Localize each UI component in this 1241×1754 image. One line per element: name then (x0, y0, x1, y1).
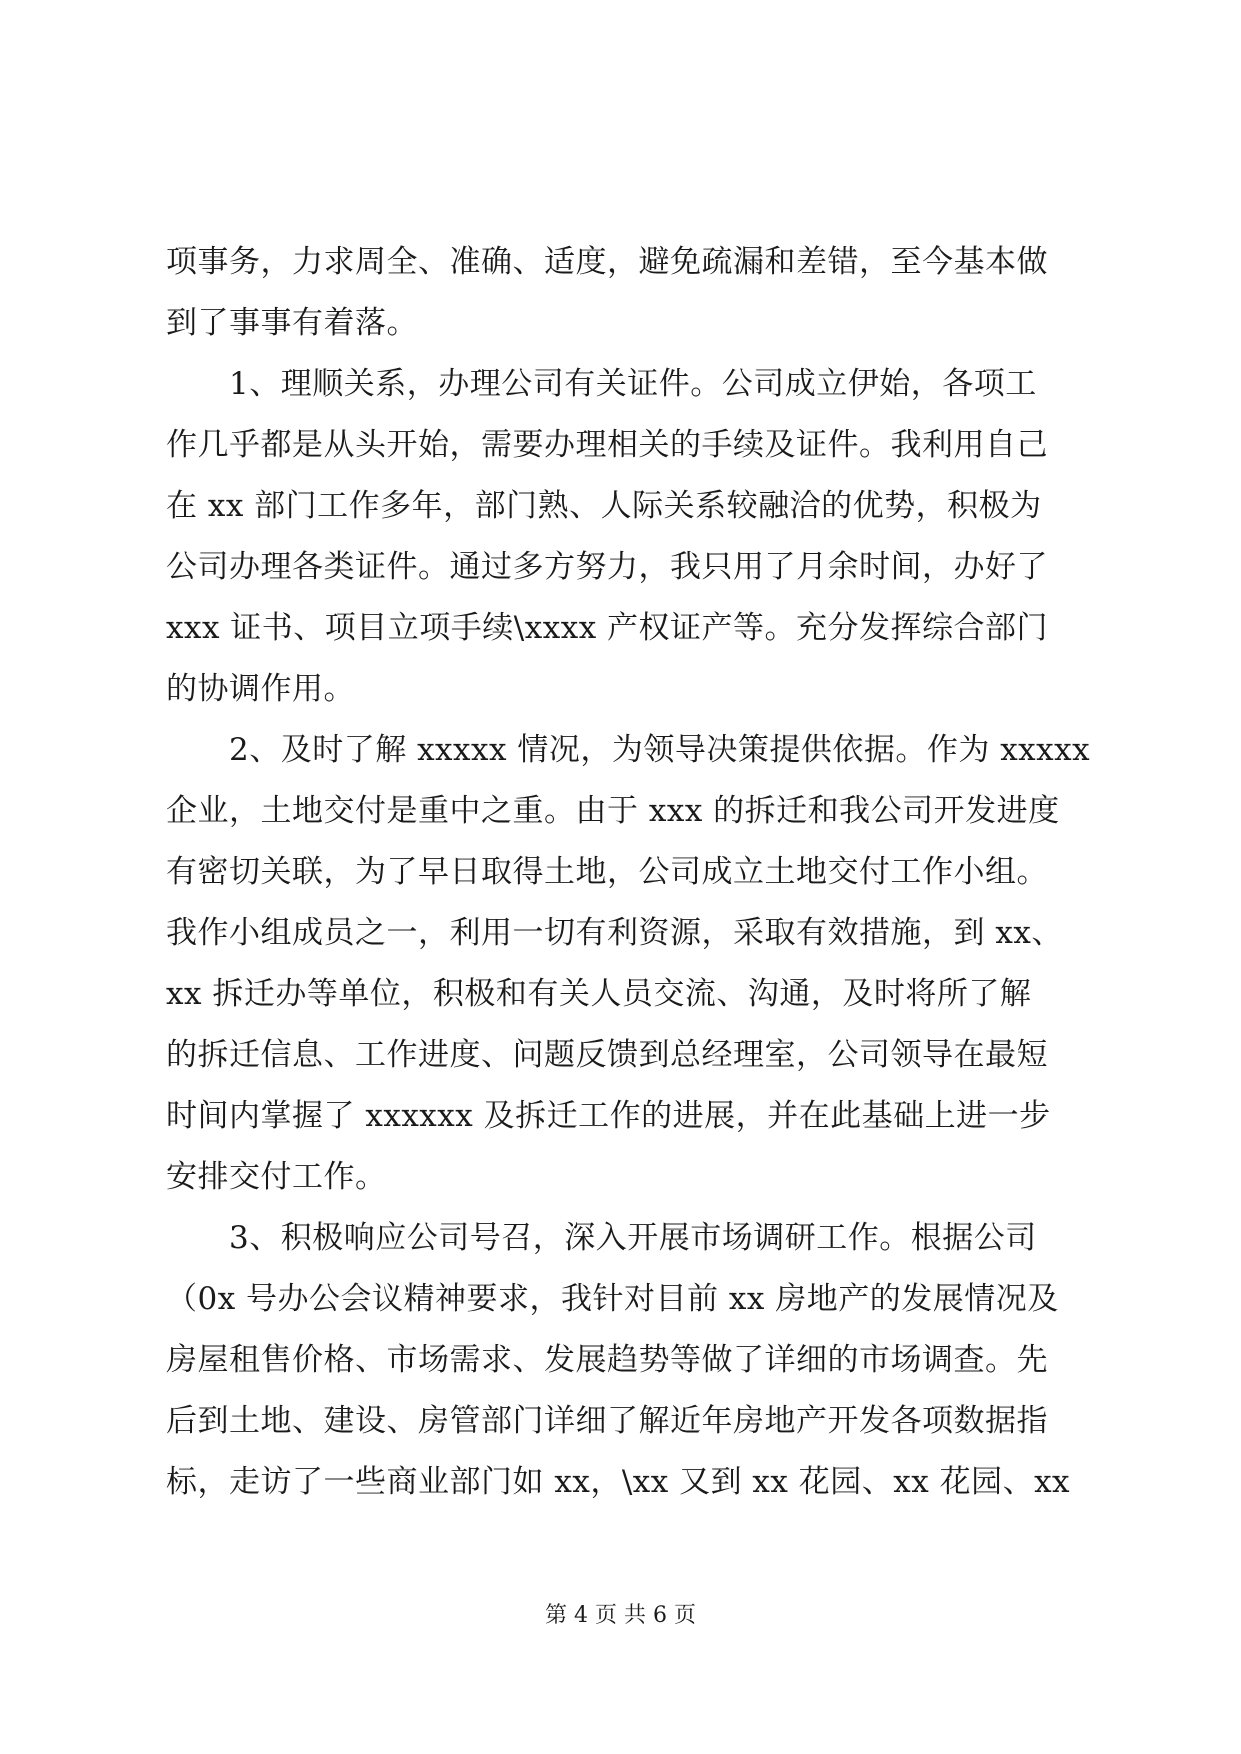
page-number-label: 第 4 页 共 6 页 (545, 1603, 696, 1628)
body-text (166, 232, 1091, 1513)
text-line: 企业，土地交付是重中之重。由于 xxx 的拆迁和我公司开发进度 (166, 793, 1060, 829)
text-line: 标，走访了一些商业部门如 xx，\xx 又到 xx 花园、xx 花园、xx (166, 1464, 1071, 1500)
text-line: xx 拆迁办等单位，积极和有关人员交流、沟通，及时将所了解 (166, 976, 1032, 1012)
text-line: 的协调作用。 (166, 671, 355, 707)
text-line: 我作小组成员之一，利用一切有利资源，采取有效措施，到 xx、 (166, 915, 1063, 951)
text-line: 公司办理各类证件。通过多方努力，我只用了月余时间，办好了 (166, 549, 1048, 585)
text-line: 的拆迁信息、工作进度、问题反馈到总经理室，公司领导在最短 (166, 1037, 1048, 1073)
text-line: 有密切关联，为了早日取得土地，公司成立土地交付工作小组。 (166, 854, 1048, 890)
text-line: 项事务，力求周全、准确、适度，避免疏漏和差错，至今基本做 (166, 244, 1048, 280)
text-line: 1、理顺关系，办理公司有关证件。公司成立伊始，各项工 (166, 366, 1037, 402)
text-line: 房屋租售价格、市场需求、发展趋势等做了详细的市场调查。先 (166, 1342, 1048, 1378)
text-line: （0x 号办公会议精神要求，我针对目前 xx 房地产的发展情况及 (166, 1281, 1059, 1317)
text-line: 3、积极响应公司号召，深入开展市场调研工作。根据公司 (166, 1220, 1037, 1256)
text-line: 安排交付工作。 (166, 1159, 387, 1195)
page-footer (0, 1598, 1241, 1629)
text-line: 作几乎都是从头开始，需要办理相关的手续及证件。我利用自己 (166, 427, 1048, 463)
text-line: 时间内掌握了 xxxxxx 及拆迁工作的进展，并在此基础上进一步 (166, 1098, 1051, 1134)
text-line: 2、及时了解 xxxxx 情况，为领导决策提供依据。作为 xxxxx (166, 732, 1091, 768)
text-line: xxx 证书、项目立项手续\xxxx 产权证产等。充分发挥综合部门 (166, 610, 1049, 646)
text-line: 在 xx 部门工作多年，部门熟、人际关系较融洽的优势，积极为 (166, 488, 1042, 524)
text-line: 后到土地、建设、房管部门详细了解近年房地产开发各项数据指 (166, 1403, 1048, 1439)
text-line: 到了事事有着落。 (166, 305, 418, 341)
